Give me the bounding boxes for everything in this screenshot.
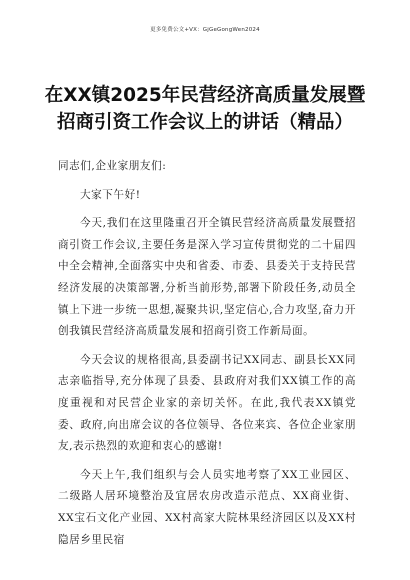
paragraph-3: 今天上午,我们组织与会人员实地考察了XX工业园区、二级路人居环境整治及宜居农房改造示范点、XX商业街、XX宝石文化产业园、XX村高家大院林果经济园区以及XX村隐居乡里民宿 [58, 468, 356, 546]
document-title: 在XX镇2025年民营经济高质量发展暨招商引资工作会议上的讲话（精品） [44, 85, 366, 133]
greeting-line: 同志们,企业家朋友们: [58, 160, 167, 172]
header-note: 更多免费公文+VX：GjGeGongWen2024 [150, 27, 260, 33]
hello-line: 大家下午好! [80, 188, 141, 201]
document-body [58, 156, 356, 551]
paragraph-2: 今天会议的规格很高,县委副书记XX同志、副县长XX同志亲临指导,充分体现了县委、县政府对我们XX镇工作的高度重视和对民营企业家的亲切关怀。在此,我代表XX镇党委、政府,向出席会议的各位领导、各位来宾、各位企业家朋友,表示热烈的欢迎和衷心的感谢! [58, 353, 356, 453]
paragraph-1: 今天,我们在这里隆重召开全镇民营经济高质量发展暨招商引资工作会议,主要任务是深入学习宣传贯彻党的二十届四中全会精神,全面落实中央和省委、市委、县委关于支持民营经济发展的决策部署,分析当前形势,部署下阶段任务,动员全镇上下进一步统一思想,凝聚共识,坚定信心,合力攻坚,奋力开创我镇民营经济高质量发展和招商引资工作新局面。 [58, 217, 356, 338]
